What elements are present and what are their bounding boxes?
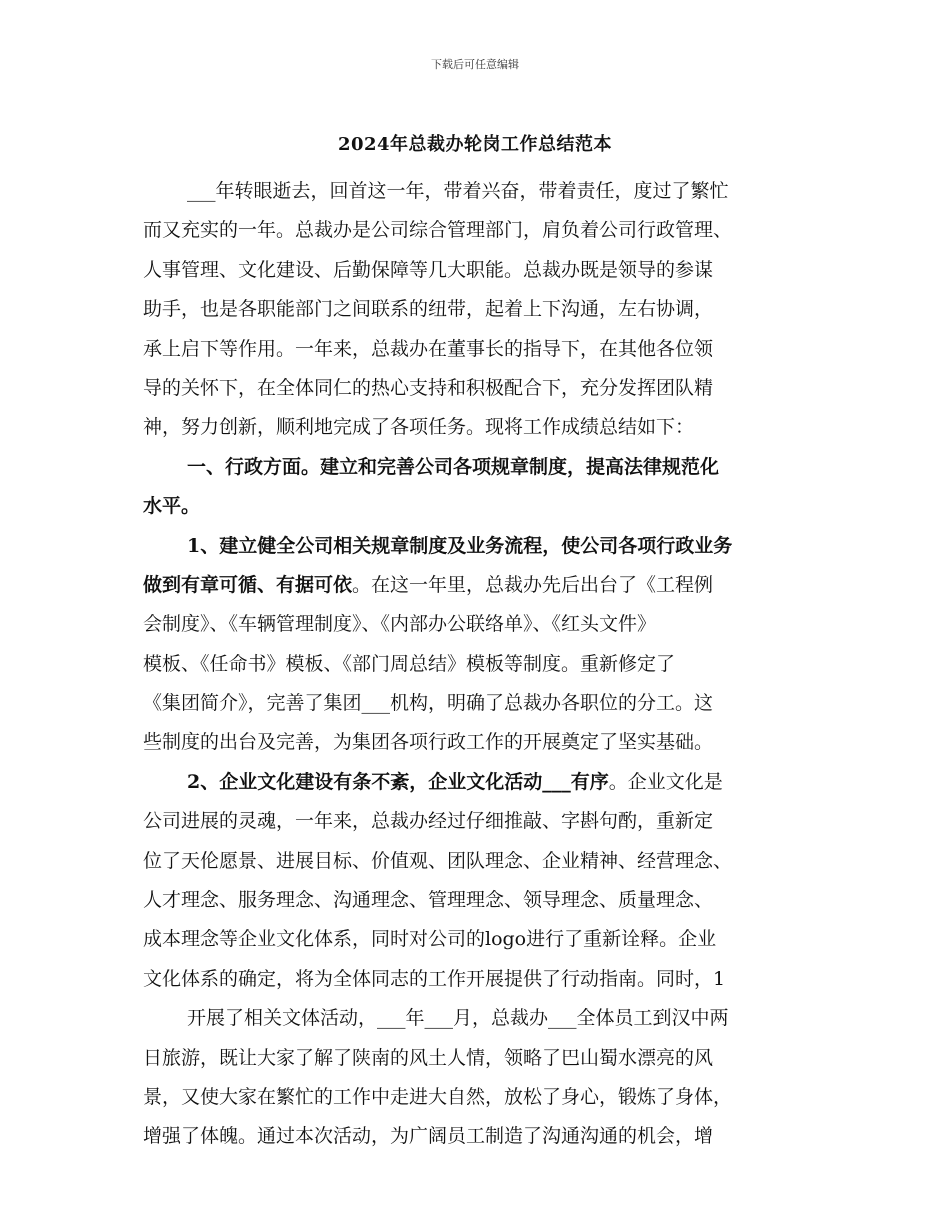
paragraph-line: 人才理念、服务理念、沟通理念、管理理念、领导理念、质量理念、: [143, 889, 714, 912]
paragraph-line: 神，努力创新，顺利地完成了各项任务。现将工作成绩总结如下：: [143, 416, 695, 439]
paragraph-line: 成本理念等企业文化体系，同时对公司的logo进行了重新诠释。企业: [143, 928, 717, 951]
paragraph-line: 增强了体魄。通过本次活动，为广阔员工制造了沟通沟通的机会，增: [143, 1125, 714, 1148]
paragraph-line: [143, 566, 823, 605]
subheading-text: 2、企业文化建设有条不紊，企业文化活动___有序: [187, 770, 609, 793]
document-title: 2024年总裁办轮岗工作总结范本: [337, 134, 613, 155]
paragraph-line: 导的关怀下，在全体同仁的热心支持和积极配合下，充分发挥团队精: [143, 376, 714, 399]
paragraph-line: 日旅游，既让大家了解了陕南的风土人情，领略了巴山蜀水漂亮的风: [143, 1046, 714, 1069]
paragraph-line: 位了天伦愿景、进展目标、价值观、团队理念、企业精神、经营理念、: [143, 849, 733, 872]
section-heading-line: 一、行政方面。建立和完善公司各项规章制度，提高法律规范化: [187, 455, 720, 478]
paragraph-line: 人事管理、文化建设、后勤保障等几大职能。总裁办既是领导的参谋: [143, 258, 714, 281]
paragraph-text: 。在这一年里，总裁办先后出台了《工程例: [352, 573, 714, 596]
paragraph-line: [143, 763, 823, 802]
paragraph-line: 模板、《任命书》模板、《部门周总结》模板等制度。重新修定了: [143, 652, 676, 675]
paragraph-line: 会制度》、《车辆管理制度》、《内部办公联络单》、《红头文件》: [143, 613, 657, 636]
subheading-line: 1、建立健全公司相关规章制度及业务流程，使公司各项行政业务: [187, 534, 733, 557]
section-heading-line: 水平。: [143, 495, 201, 518]
paragraph-line: 文化体系的确定，将为全体同志的工作开展提供了行动指南。同时，1: [143, 967, 726, 990]
paragraph-line: 开展了相关文体活动，___年___月，总裁办___全体员工到汉中两: [187, 1007, 729, 1030]
subheading-text: 做到有章可循、有据可依: [143, 573, 353, 596]
paragraph-line: ___年转眼逝去，回首这一年，带着兴奋，带着责任，度过了繁忙: [187, 180, 729, 202]
paragraph-line: 而又充实的一年。总裁办是公司综合管理部门，肩负着公司行政管理、: [143, 219, 733, 242]
document-body: [143, 172, 823, 1157]
paragraph-line: 《集团简介》，完善了集团___机构，明确了总裁办各职位的分工。这: [143, 692, 714, 715]
paragraph-line: 公司进展的灵魂，一年来，总裁办经过仔细推敲、字斟句酌，重新定: [143, 810, 714, 833]
paragraph-text: 。企业文化是: [608, 770, 723, 793]
paragraph-line: 景，又使大家在繁忙的工作中走进大自然，放松了身心，锻炼了身体，: [143, 1085, 733, 1108]
page-header-note: 下载后可任意编辑: [431, 58, 519, 71]
paragraph-line: 承上启下等作用。一年来，总裁办在董事长的指导下，在其他各位领: [143, 337, 714, 360]
paragraph-line: 些制度的出台及完善，为集团各项行政工作的开展奠定了坚实基础。: [143, 731, 714, 754]
paragraph-line: 助手，也是各职能部门之间联系的纽带，起着上下沟通，左右协调，: [143, 298, 714, 321]
